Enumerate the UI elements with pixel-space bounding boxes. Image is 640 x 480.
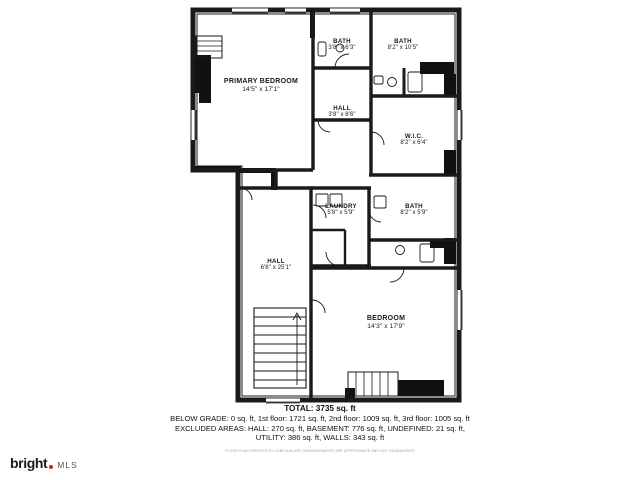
room-name: BATH xyxy=(405,203,423,210)
wall-pier xyxy=(199,93,211,103)
staircase-lower-right xyxy=(348,372,398,396)
room-name: BEDROOM xyxy=(366,315,406,322)
room-name: LAUNDRY xyxy=(325,203,357,210)
wall-pier xyxy=(398,380,444,396)
room-dims: 5'8" x 5'9" xyxy=(327,210,355,217)
wall-pier xyxy=(444,238,456,264)
brand-suffix: MLS xyxy=(57,460,78,470)
floor-plan-summary xyxy=(0,404,640,453)
room-dims: 3'8" x 8'6" xyxy=(328,112,356,119)
room-name: PRIMARY BEDROOM xyxy=(223,78,299,85)
room-name: BATH xyxy=(333,38,351,45)
disclaimer-text: FLOOR PLAN CREATED BY CUBICASA APP, MEASUREMENTS ARE APPROXIMATE AND NOT GUARANTEED xyxy=(225,449,415,453)
excluded-areas-line: EXCLUDED AREAS: HALL: 270 sq. ft, BASEMENT: 776 sq. ft, UNDEFINED: 21 sq. ft, xyxy=(175,423,465,433)
room-dims: 14'3" x 17'9" xyxy=(367,323,405,331)
bright-mls-logo xyxy=(10,455,78,471)
total-area: TOTAL: 3735 sq. ft xyxy=(284,404,356,413)
room-dims: 3'8" x 6'3" xyxy=(328,45,356,52)
below-grade-line: BELOW GRADE: 0 sq. ft, 1st floor: 1721 sq. ft, 2nd floor: 1009 sq. ft, 3rd floor: 1005 sq. ft xyxy=(170,414,470,423)
staircase xyxy=(254,308,306,388)
wall-pier xyxy=(444,150,456,176)
wall-pier xyxy=(420,62,454,74)
brand-name: bright xyxy=(10,455,48,471)
utility-walls-line: UTILITY: 386 sq. ft, WALLS: 343 sq. ft xyxy=(255,433,385,442)
wall-pier xyxy=(195,55,211,93)
room-dims: 8'2" x 6'4" xyxy=(400,140,428,147)
room-dims: 8'2" x 10'5" xyxy=(387,45,419,52)
room-dims: 8'2" x 5'9" xyxy=(400,210,428,217)
brand-dot-icon xyxy=(49,465,53,469)
room-dims: 6'8" x 25'1" xyxy=(260,265,292,272)
room-name: W.I.C. xyxy=(404,133,424,140)
room-name: HALL xyxy=(267,258,285,265)
staircase-small xyxy=(196,36,222,58)
wall-pier xyxy=(444,74,456,96)
room-dims: 14'5" x 17'1" xyxy=(242,86,280,94)
door-swings xyxy=(240,54,404,313)
room-name: HALL xyxy=(333,105,351,112)
plan-geometry xyxy=(191,8,462,403)
room-name: BATH xyxy=(394,38,412,45)
